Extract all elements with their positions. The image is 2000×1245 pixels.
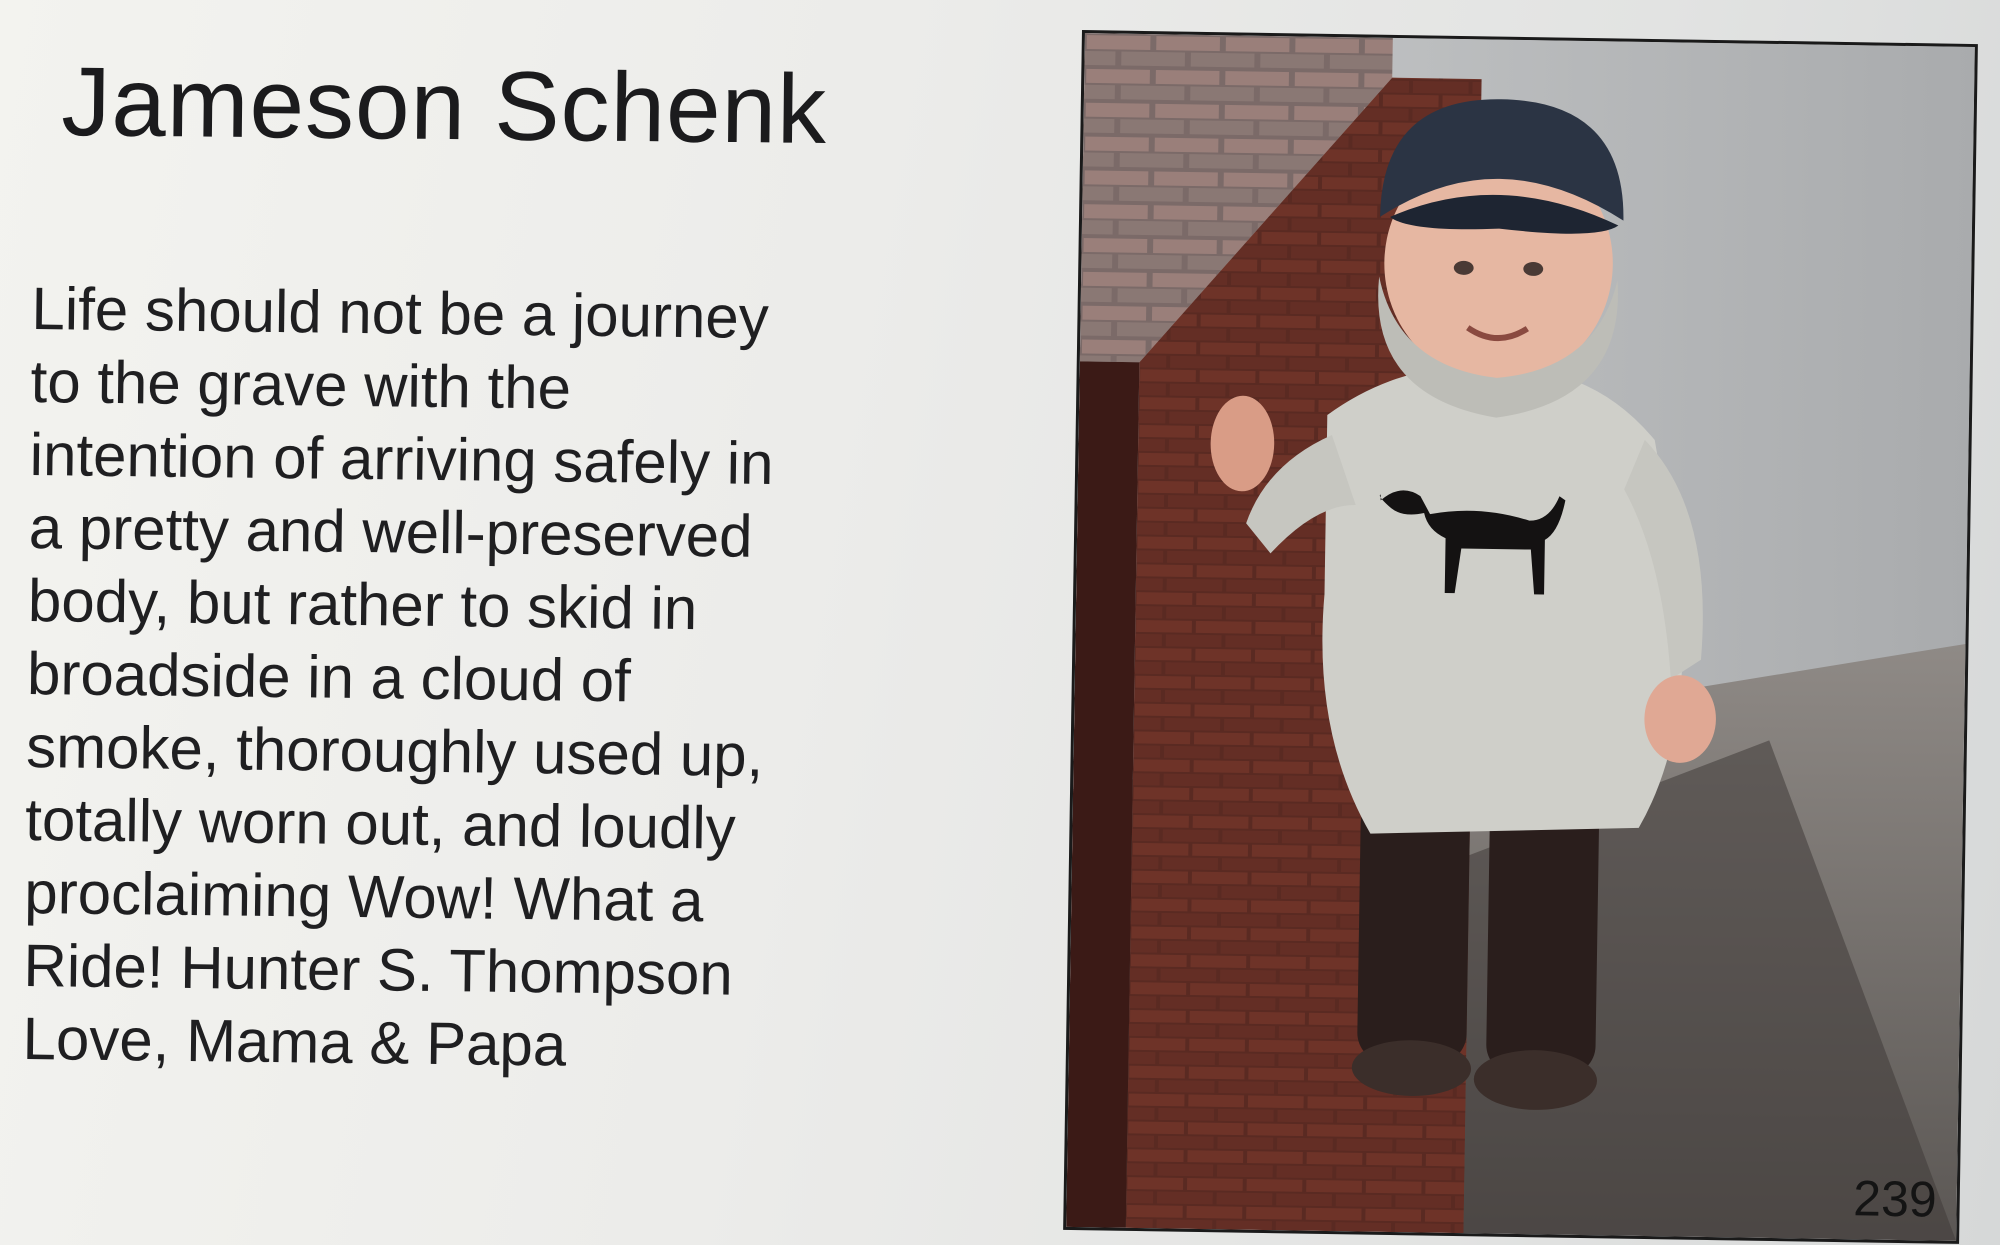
tribute-line: a pretty and well-preserved: [28, 493, 753, 570]
tribute-line: smoke, thoroughly used up,: [25, 712, 764, 789]
child-photo-illustration: [1066, 33, 1975, 1241]
tribute-line: intention of arriving safely in: [29, 420, 774, 498]
student-name: Jameson Schenk: [60, 46, 828, 165]
tribute-line: proclaiming Wow! What a: [24, 858, 704, 935]
tribute-line: totally worn out, and loudly: [24, 785, 737, 862]
page-number: 239: [1852, 1170, 1938, 1228]
tribute-line: Life should not be a journey: [31, 274, 770, 352]
tribute-text: [22, 272, 1032, 1087]
child-photo: [1063, 30, 1978, 1244]
tribute-line: Love, Mama & Papa: [22, 1004, 567, 1079]
tribute-line: Ride! Hunter S. Thompson: [23, 931, 734, 1008]
tribute-line: broadside in a cloud of: [26, 639, 632, 715]
tribute-line: to the grave with the: [30, 347, 572, 422]
tribute-line: body, but rather to skid in: [27, 566, 698, 643]
